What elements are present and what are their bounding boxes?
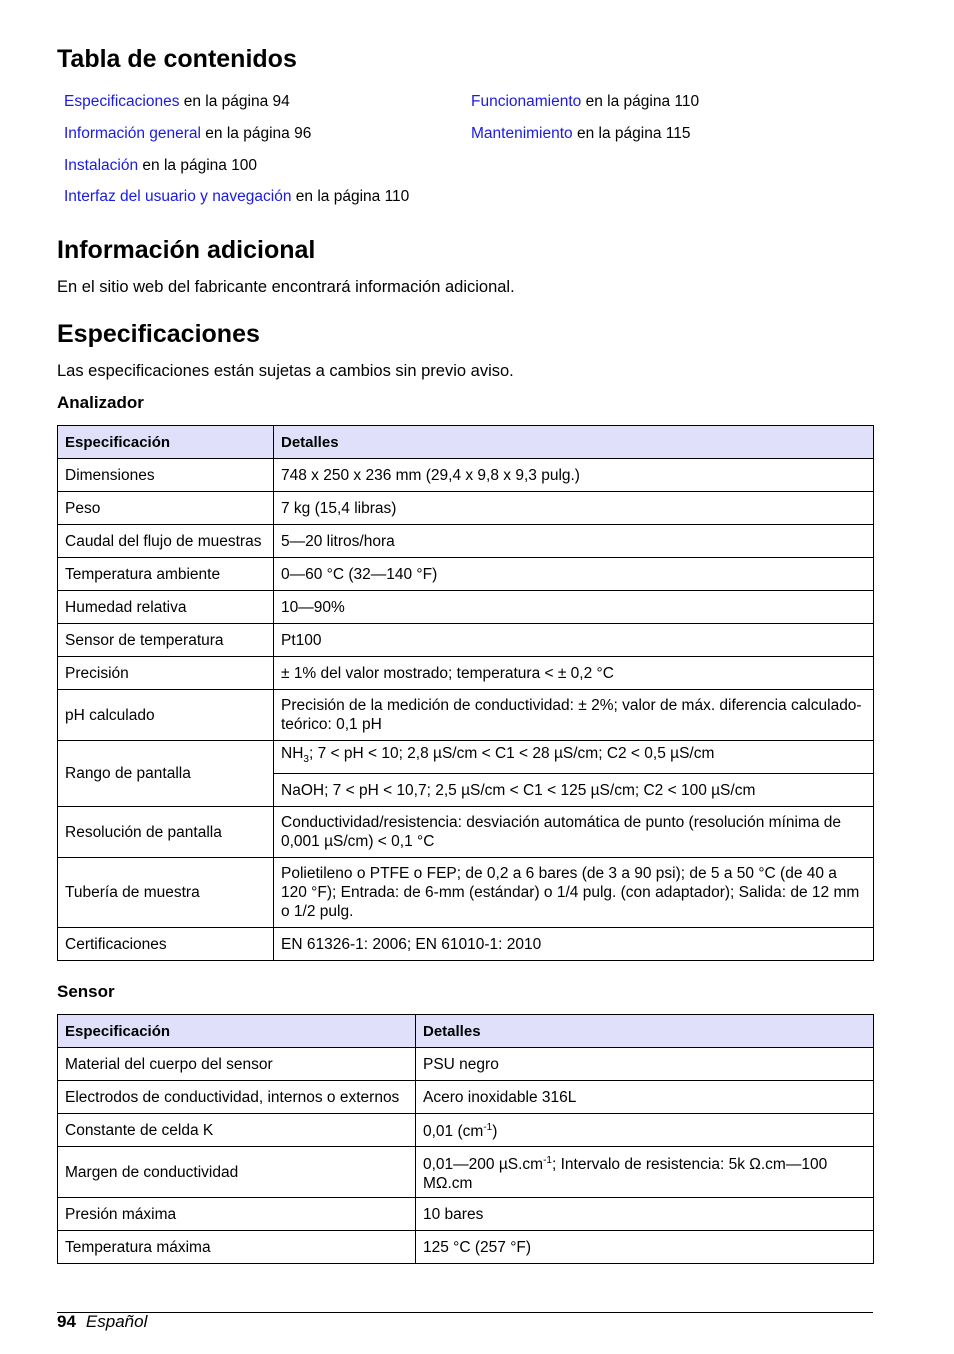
toc-page: 115	[665, 125, 691, 142]
table-row	[58, 1048, 874, 1081]
detail-cell: Conductividad/resistencia: desviación automática de punto (resolución mínima de 0,001 µS/cm) < 0,1 °C	[274, 807, 874, 858]
table-row	[58, 624, 874, 657]
spec-cell: Margen de conductividad	[58, 1147, 416, 1198]
toc-link[interactable]: Mantenimiento	[471, 125, 573, 142]
toc-entry	[64, 156, 257, 176]
toc-page: 96	[294, 125, 312, 142]
toc-entry	[64, 124, 311, 144]
page-footer	[57, 1312, 147, 1332]
table-row	[58, 858, 874, 928]
detail-cell	[416, 1114, 874, 1147]
toc-suffix: en la página	[572, 125, 666, 142]
column-header: Especificación	[58, 1015, 416, 1048]
detail-text: 0,01 (cm	[423, 1123, 484, 1141]
toc-page: 100	[231, 157, 258, 174]
spec-cell: Tubería de muestra	[58, 858, 274, 928]
detail-cell: 7 kg (15,4 libras)	[274, 492, 874, 525]
toc-suffix: en la página	[179, 93, 273, 110]
table-header-row	[58, 1015, 874, 1048]
detail-cell: Precisión de la medición de conductividad: ± 2%; valor de máx. diferencia calculado-teórico: 0,1 pH	[274, 690, 874, 741]
spec-cell: Material del cuerpo del sensor	[58, 1048, 416, 1081]
detail-cell: Pt100	[274, 624, 874, 657]
specs-text: Las especificaciones están sujetas a cambios sin previo aviso.	[57, 362, 514, 380]
table-row	[58, 690, 874, 741]
analyzer-title: Analizador	[57, 393, 144, 412]
detail-cell: 5—20 litros/hora	[274, 525, 874, 558]
spec-cell: Precisión	[58, 657, 274, 690]
column-header: Detalles	[416, 1015, 874, 1048]
toc-suffix: en la página	[138, 157, 232, 174]
toc-link[interactable]: Funcionamiento	[471, 93, 582, 110]
spec-cell: Certificaciones	[58, 928, 274, 961]
page-number: 94	[57, 1312, 76, 1331]
spec-cell: Presión máxima	[58, 1198, 416, 1231]
toc-entry	[64, 187, 409, 207]
spec-cell: Dimensiones	[58, 459, 274, 492]
table-row	[58, 657, 874, 690]
spec-cell: Electrodos de conductividad, internos o externos	[58, 1081, 416, 1114]
table-row	[58, 1114, 874, 1147]
table-row	[58, 591, 874, 624]
detail-text: 0,01—200 µS.cm	[423, 1156, 544, 1174]
detail-cell: NaOH; 7 < pH < 10,7; 2,5 µS/cm < C1 < 125 µS/cm; C2 < 100 µS/cm	[274, 774, 874, 807]
toc-suffix: en la página	[201, 125, 295, 142]
toc-suffix: en la página	[581, 93, 675, 110]
column-header: Especificación	[58, 426, 274, 459]
toc-link[interactable]: Información general	[64, 125, 201, 142]
unit-exponent: -1	[483, 1122, 493, 1134]
sensor-title: Sensor	[57, 982, 115, 1001]
spec-cell: Constante de celda K	[58, 1114, 416, 1147]
detail-cell: 748 x 250 x 236 mm (29,4 x 9,8 x 9,3 pulg.)	[274, 459, 874, 492]
toc-link[interactable]: Interfaz del usuario y navegación	[64, 188, 292, 205]
toc-entry	[471, 124, 690, 144]
detail-cell: PSU negro	[416, 1048, 874, 1081]
table-header-row	[58, 426, 874, 459]
spec-cell: Rango de pantalla	[58, 741, 274, 807]
detail-cell	[416, 1147, 874, 1198]
spec-cell: Humedad relativa	[58, 591, 274, 624]
table-row	[58, 741, 874, 774]
formula-subscript: 3	[303, 754, 309, 766]
spec-cell: Sensor de temperatura	[58, 624, 274, 657]
footer-divider	[57, 1312, 873, 1313]
toc-title: Tabla de contenidos	[57, 45, 297, 73]
table-row	[58, 1231, 874, 1264]
detail-cell: Acero inoxidable 316L	[416, 1081, 874, 1114]
detail-cell: Polietileno o PTFE o FEP; de 0,2 a 6 bares (de 3 a 90 psi); de 5 a 50 °C (de 40 a 120 °F); Entrada: de 6-mm (estándar) o 1/4 pulg. (con adaptador); Salida: de 12 mm o 1/2 pulg.	[274, 858, 874, 928]
toc-suffix: en la página	[291, 188, 385, 205]
footer-language: Español	[85, 1312, 148, 1331]
range-text: ; 7 < pH < 10; 2,8 µS/cm < C1 < 28 µS/cm; C2 < 0,5 µS/cm	[308, 745, 715, 763]
table-row	[58, 1198, 874, 1231]
detail-cell: EN 61326-1: 2006; EN 61010-1: 2010	[274, 928, 874, 961]
spec-cell: Temperatura ambiente	[58, 558, 274, 591]
toc-page: 94	[272, 93, 290, 110]
toc-entry	[471, 92, 699, 112]
detail-cell: 10—90%	[274, 591, 874, 624]
table-row	[58, 807, 874, 858]
column-header: Detalles	[274, 426, 874, 459]
table-row	[58, 558, 874, 591]
spec-cell: Temperatura máxima	[58, 1231, 416, 1264]
table-row	[58, 525, 874, 558]
toc-page: 110	[674, 93, 700, 110]
unit-exponent: -1	[543, 1154, 552, 1166]
detail-text: )	[492, 1123, 498, 1141]
toc-entry	[64, 92, 290, 112]
spec-cell: Peso	[58, 492, 274, 525]
toc-page: 110	[384, 188, 410, 205]
detail-cell: 125 °C (257 °F)	[416, 1231, 874, 1264]
sensor-table	[57, 1014, 874, 1264]
spec-cell: Caudal del flujo de muestras	[58, 525, 274, 558]
toc-link[interactable]: Especificaciones	[64, 93, 180, 110]
table-row	[58, 1147, 874, 1198]
formula-text: NH	[281, 745, 304, 763]
info-text: En el sitio web del fabricante encontrará información adicional.	[57, 278, 515, 296]
table-row	[58, 1081, 874, 1114]
detail-cell: 0—60 °C (32—140 °F)	[274, 558, 874, 591]
table-row	[58, 928, 874, 961]
table-row	[58, 492, 874, 525]
info-title: Información adicional	[57, 236, 316, 264]
detail-cell: ± 1% del valor mostrado; temperatura < ± 0,2 °C	[274, 657, 874, 690]
detail-cell	[274, 741, 874, 774]
spec-cell: pH calculado	[58, 690, 274, 741]
toc-link[interactable]: Instalación	[64, 157, 139, 174]
spec-cell: Resolución de pantalla	[58, 807, 274, 858]
specs-title: Especificaciones	[57, 320, 260, 348]
detail-text: ; Intervalo de resistencia: 5k Ω.cm—100 MΩ.cm	[423, 1156, 828, 1193]
detail-cell: 10 bares	[416, 1198, 874, 1231]
analyzer-table	[57, 425, 874, 961]
table-row	[58, 459, 874, 492]
